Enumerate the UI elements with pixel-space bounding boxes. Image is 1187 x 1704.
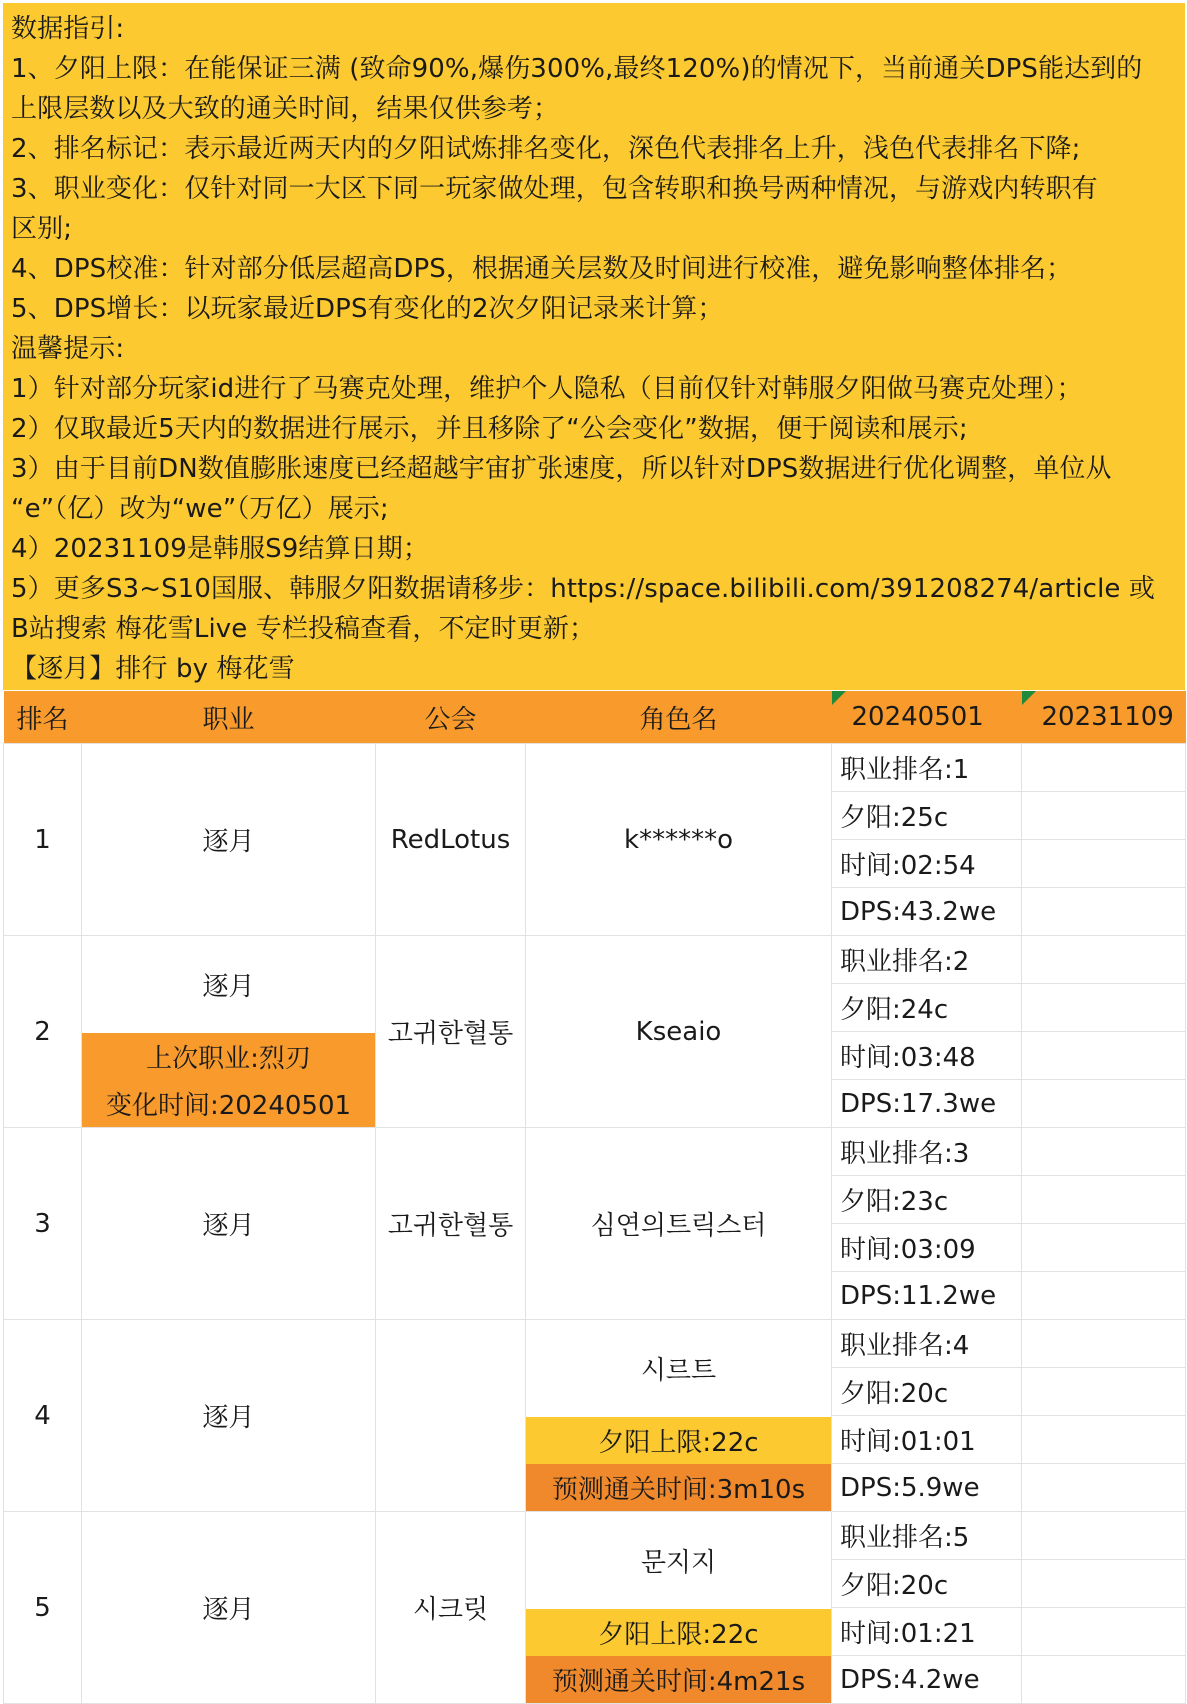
- header-date-current[interactable]: [832, 691, 1022, 744]
- notes-line: 4）20231109是韩服S9结算日期；: [11, 534, 429, 564]
- header-guild[interactable]: 公会: [376, 691, 526, 744]
- empty-cell: [1022, 1320, 1186, 1368]
- empty-cell: [1022, 1176, 1186, 1224]
- name-label: 시르트: [640, 1356, 717, 1386]
- comment-flag-icon: [832, 691, 846, 705]
- class-change-time: 变化时间:20240501: [82, 1080, 375, 1127]
- guild-cell: 고귀한혈통: [376, 936, 526, 1128]
- notes-line: 2）仅取最近5天内的数据进行展示，并且移除了“公会变化”数据，便于阅读和展示;: [11, 414, 968, 444]
- empty-cell: [1022, 1464, 1186, 1512]
- name-cell: 심연의트릭스터: [526, 1128, 832, 1320]
- name-cell: k******o: [526, 744, 832, 936]
- notes-panel: [3, 3, 1185, 690]
- rank-cell: 5: [4, 1512, 82, 1704]
- stat-floor: 夕阳:23c: [832, 1176, 1022, 1224]
- rank-cell: 3: [4, 1128, 82, 1320]
- name-label: 문지지: [640, 1548, 717, 1578]
- stat-dps: DPS:5.9we: [832, 1464, 1022, 1512]
- empty-cell: [1022, 744, 1186, 792]
- empty-cell: [1022, 984, 1186, 1032]
- empty-cell: [1022, 1032, 1186, 1080]
- notes-line: 5、DPS增长：以玩家最近DPS有变化的2次夕阳记录来计算；: [11, 294, 724, 324]
- stat-class-rank: 职业排名:2: [832, 936, 1022, 984]
- empty-cell: [1022, 936, 1186, 984]
- empty-cell: [1022, 1224, 1186, 1272]
- stat-time: 时间:01:21: [832, 1608, 1022, 1656]
- class-cell: 逐月: [82, 1128, 376, 1320]
- header-date-current-label: 20240501: [851, 702, 984, 732]
- empty-cell: [1022, 840, 1186, 888]
- header-rank[interactable]: 排名: [4, 691, 82, 744]
- stat-class-rank: 职业排名:3: [832, 1128, 1022, 1176]
- notes-line: 2、排名标记：表示最近两天内的夕阳试炼排名变化，深色代表排名上升，浅色代表排名下降;: [11, 134, 1081, 164]
- notes-line: B站搜索 梅花雪Live 专栏投稿查看，不定时更新；: [11, 614, 596, 644]
- rank-cell: 2: [4, 936, 82, 1128]
- guild-cell: 고귀한혈통: [376, 1128, 526, 1320]
- empty-cell: [1022, 888, 1186, 936]
- empty-cell: [1022, 792, 1186, 840]
- header-date-previous[interactable]: [1022, 691, 1186, 744]
- comment-flag-icon: [1022, 691, 1036, 705]
- stat-floor: 夕阳:20c: [832, 1368, 1022, 1416]
- guild-cell: [376, 1320, 526, 1512]
- rank-cell: 4: [4, 1320, 82, 1512]
- empty-cell: [1022, 1608, 1186, 1656]
- table-row: [4, 1512, 1186, 1560]
- empty-cell: [1022, 1080, 1186, 1128]
- header-date-previous-label: 20231109: [1041, 702, 1174, 732]
- header-name[interactable]: 角色名: [526, 691, 832, 744]
- name-cell: [526, 1512, 832, 1704]
- predicted-clear-time: 预测通关时间:4m21s: [526, 1656, 831, 1703]
- notes-line: 3、职业变化：仅针对同一大区下同一玩家做处理，包含转职和换号两种情况，与游戏内转职有: [11, 174, 1098, 204]
- notes-line: 数据指引:: [11, 14, 125, 44]
- empty-cell: [1022, 1272, 1186, 1320]
- name-cell: [526, 1320, 832, 1512]
- name-cell: Kseaio: [526, 936, 832, 1128]
- table-row: [4, 1320, 1186, 1368]
- guild-cell: RedLotus: [376, 744, 526, 936]
- class-cell: [82, 936, 376, 1128]
- stat-dps: DPS:17.3we: [832, 1080, 1022, 1128]
- class-cell: 逐月: [82, 744, 376, 936]
- stat-floor: 夕阳:25c: [832, 792, 1022, 840]
- table-row: [4, 744, 1186, 792]
- stat-dps: DPS:43.2we: [832, 888, 1022, 936]
- table-header-row: [4, 691, 1186, 744]
- notes-line: “e”（亿）改为“we”（万亿）展示;: [11, 494, 389, 524]
- notes-line: 1、夕阳上限：在能保证三满 (致命90%,爆伤300%,最终120%)的情况下，当前通关DPS能达到的: [11, 54, 1143, 84]
- notes-line: 上限层数以及大致的通关时间，结果仅供参考；: [11, 94, 560, 124]
- guild-cell: 시크릿: [376, 1512, 526, 1704]
- empty-cell: [1022, 1560, 1186, 1608]
- stat-dps: DPS:4.2we: [832, 1656, 1022, 1704]
- empty-cell: [1022, 1416, 1186, 1464]
- notes-line: 4、DPS校准：针对部分低层超高DPS，根据通关层数及时间进行校准，避免影响整体排名；: [11, 254, 1073, 284]
- class-cell: 逐月: [82, 1320, 376, 1512]
- empty-cell: [1022, 1128, 1186, 1176]
- predicted-clear-time: 预测通关时间:3m10s: [526, 1464, 831, 1511]
- header-class[interactable]: 职业: [82, 691, 376, 744]
- empty-cell: [1022, 1368, 1186, 1416]
- stat-floor: 夕阳:20c: [832, 1560, 1022, 1608]
- empty-cell: [1022, 1656, 1186, 1704]
- stat-class-rank: 职业排名:5: [832, 1512, 1022, 1560]
- stat-time: 时间:03:09: [832, 1224, 1022, 1272]
- floor-limit: 夕阳上限:22c: [526, 1609, 831, 1656]
- rank-cell: 1: [4, 744, 82, 936]
- stat-time: 时间:02:54: [832, 840, 1022, 888]
- stat-class-rank: 职业排名:4: [832, 1320, 1022, 1368]
- notes-line: 3）由于目前DN数值膨胀速度已经超越宇宙扩张速度，所以针对DPS数据进行优化调整，单位从: [11, 454, 1112, 484]
- floor-limit: 夕阳上限:22c: [526, 1417, 831, 1464]
- previous-class: 上次职业:烈刃: [82, 1033, 375, 1080]
- notes-line: 区别;: [11, 214, 73, 244]
- class-label: 逐月: [202, 972, 255, 1002]
- empty-cell: [1022, 1512, 1186, 1560]
- stat-dps: DPS:11.2we: [832, 1272, 1022, 1320]
- stat-time: 时间:03:48: [832, 1032, 1022, 1080]
- table-row: [4, 1128, 1186, 1176]
- notes-line: 温馨提示:: [11, 334, 125, 364]
- table-row: [4, 936, 1186, 984]
- ranking-table: [3, 691, 1186, 1704]
- class-cell: 逐月: [82, 1512, 376, 1704]
- notes-title: 【逐月】排行 by 梅花雪: [11, 654, 295, 684]
- notes-line: 1）针对部分玩家id进行了马赛克处理，维护个人隐私（目前仅针对韩服夕阳做马赛克处理）；: [11, 374, 1083, 404]
- stat-class-rank: 职业排名:1: [832, 744, 1022, 792]
- stat-floor: 夕阳:24c: [832, 984, 1022, 1032]
- notes-line: 5）更多S3~S10国服、韩服夕阳数据请移步：https://space.bilibili.com/391208274/article 或: [11, 574, 1155, 604]
- stat-time: 时间:01:01: [832, 1416, 1022, 1464]
